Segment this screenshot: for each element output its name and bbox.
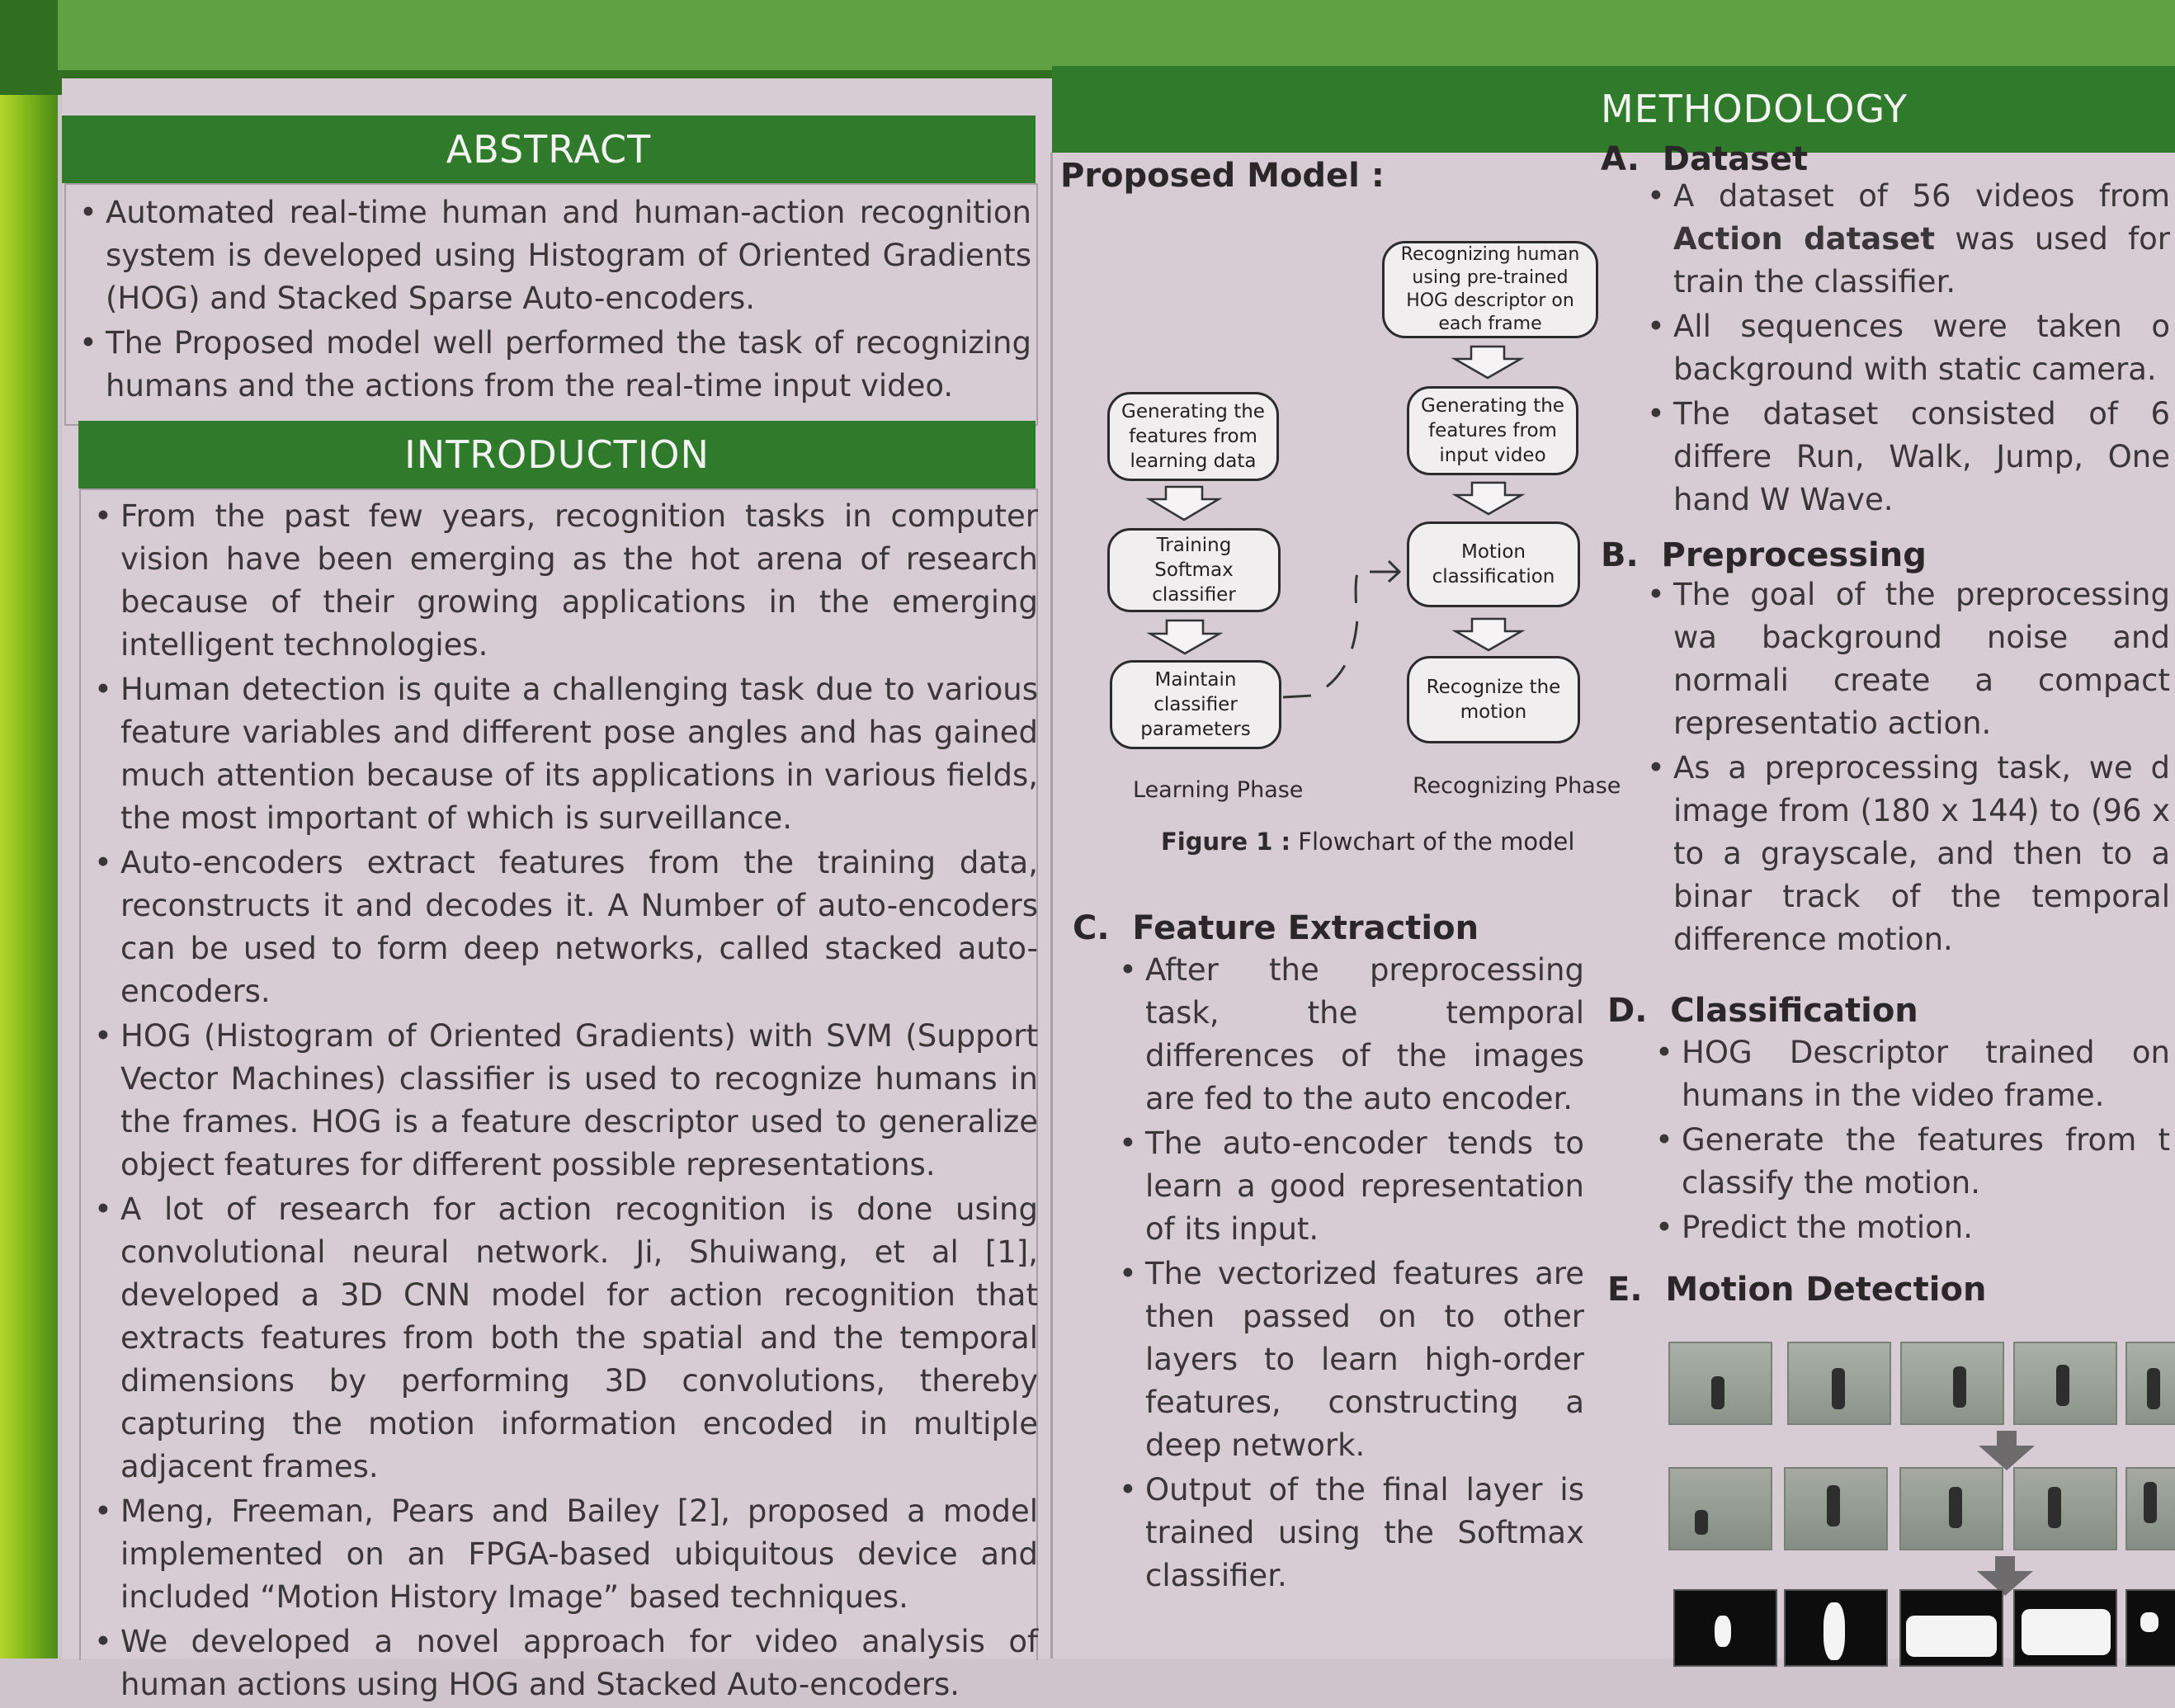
poster-board-edge xyxy=(0,0,58,1658)
introduction-bullet: • Human detection is quite a challenging task due to various feature variables and different pose angles and has gained much attention because of its applications in various fields, the most important of which is surveillance. xyxy=(89,668,1038,840)
video-frame-thumbnail xyxy=(1784,1467,1888,1550)
flowchart-arrows xyxy=(1073,231,1650,792)
classification-list xyxy=(1650,1031,2170,1251)
feature-extraction-bullet: • Output of the final layer is trained using the Softmax classifier. xyxy=(1114,1469,1584,1597)
flow-dashed-connector xyxy=(1283,565,1360,697)
flow-arrow-icon xyxy=(1455,347,1521,378)
figure-caption-label: Figure 1 : xyxy=(1161,828,1291,856)
dataset-text: A dataset of 56 videos from xyxy=(1673,178,2170,214)
video-frame-thumbnail xyxy=(2013,1342,2117,1425)
binary-mask-thumbnail xyxy=(2125,1589,2175,1667)
video-frame-thumbnail xyxy=(2013,1467,2117,1550)
classification-bullet: • HOG Descriptor trained on humans in the video frame. xyxy=(1650,1031,2170,1117)
introduction-bullet: • We developed a novel approach for video analysis of human actions using HOG and Stacked Auto-encoders. xyxy=(89,1621,1038,1706)
preprocessing-list xyxy=(1642,573,2170,963)
feature-extraction-bullet: • The vectorized features are then passed on to other layers to learn high-order features, constructing a deep network. xyxy=(1114,1253,1584,1467)
classification-bullet: • Generate the features from t classify the motion. xyxy=(1650,1119,2170,1205)
introduction-bullet: • Meng, Freeman, Pears and Bailey [2], proposed a model implemented on an FPGA-based ubiquitous device and included “Motion History Image” based techniques. xyxy=(89,1490,1038,1619)
introduction-title: INTRODUCTION xyxy=(404,432,710,477)
down-arrow-stem xyxy=(1997,1431,2017,1446)
classification-bullet: • Predict the motion. xyxy=(1650,1206,2170,1249)
column-divider-left xyxy=(1050,153,1053,1658)
binary-mask-thumbnail xyxy=(1784,1589,1888,1667)
dataset-list xyxy=(1642,175,2170,523)
poster-top-strip xyxy=(58,0,2175,70)
motion-detection-title: E. Motion Detection xyxy=(1607,1271,1987,1309)
feature-extraction-bullet: • The auto-encoder tends to learn a good representation of its input. xyxy=(1114,1122,1584,1251)
abstract-list xyxy=(74,191,1031,409)
methodology-title: METHODOLOGY xyxy=(1601,87,1908,131)
binary-mask-thumbnail xyxy=(1673,1589,1777,1667)
flow-node-maintain-params: Maintain classifier parameters xyxy=(1110,660,1281,749)
introduction-list xyxy=(89,495,1038,1708)
learning-phase-label: Learning Phase xyxy=(1133,777,1304,803)
preprocessing-bullet: • As a preprocessing task, we d image from (180 x 144) to (96 x to a grayscale, and then to a binar track of the temporal difference motion. xyxy=(1642,747,2170,961)
flow-node-motion-classification: Motion classification xyxy=(1407,521,1580,607)
flow-arrow-icon xyxy=(1150,620,1220,653)
dataset-bullet xyxy=(1642,175,2170,304)
abstract-bullet: • Automated real-time human and human-action recognition system is developed using Histogram of Oriented Gradients (HOG) and Stacked Sparse Auto-encoders. xyxy=(74,191,1031,320)
flow-node-generate-input: Generating the features from input video xyxy=(1407,386,1578,475)
flow-arrow-icon xyxy=(1149,487,1219,520)
dataset-bullet: • All sequences were taken o background with static camera. xyxy=(1642,305,2170,391)
figure-caption xyxy=(1161,828,1574,856)
feature-extraction-title: C. Feature Extraction xyxy=(1073,909,1479,947)
binary-mask-thumbnail xyxy=(1899,1589,2003,1667)
introduction-bullet: • A lot of research for action recognition is done using convolutional neural network. Ji, Shuiwang, et al [1], developed a 3D CNN model for action recognition that extracts features from both the spatial and the temporal dimensions by performing 3D convolutions, thereby capturing the motion information encoded in multiple adjacent frames. xyxy=(89,1188,1038,1489)
video-frame-thumbnail xyxy=(1899,1467,2003,1550)
dataset-title: A. Dataset xyxy=(1601,140,1809,178)
preprocessing-bullet: • The goal of the preprocessing wa background noise and normali create a compact representatio action. xyxy=(1642,573,2170,745)
abstract-bullet: • The Proposed model well performed the task of recognizing humans and the actions from the real-time input video. xyxy=(74,322,1031,408)
recognizing-phase-label: Recognizing Phase xyxy=(1413,773,1621,799)
flow-connector-arrow-icon xyxy=(1370,561,1399,582)
video-frame-thumbnail xyxy=(1668,1342,1772,1425)
introduction-bullet: • From the past few years, recognition tasks in computer vision have been emerging as the hot arena of research because of their growing applications in the emerging intelligent technologies. xyxy=(89,495,1038,667)
flow-node-generate-learning: Generating the features from learning data xyxy=(1107,392,1279,481)
feature-extraction-list xyxy=(1114,949,1584,1599)
dataset-bullet: • The dataset consisted of 6 differe Run, Walk, Jump, One hand W Wave. xyxy=(1642,393,2170,521)
abstract-title: ABSTRACT xyxy=(446,127,652,172)
flow-arrow-icon xyxy=(1456,483,1522,514)
video-frame-thumbnail xyxy=(2125,1467,2175,1550)
dataset-text: was used for train the classifier. xyxy=(1673,221,2170,300)
flow-node-train-softmax: Training Softmax classifier xyxy=(1107,528,1281,612)
feature-extraction-bullet: • After the preprocessing task, the temporal differences of the images are fed to the auto encoder. xyxy=(1114,949,1584,1121)
binary-mask-thumbnail xyxy=(2013,1589,2117,1667)
video-frame-thumbnail xyxy=(1668,1467,1772,1550)
video-frame-thumbnail xyxy=(2125,1342,2175,1425)
video-frame-thumbnail xyxy=(1900,1342,2004,1425)
proposed-model-label: Proposed Model : xyxy=(1060,157,1385,195)
video-frame-thumbnail xyxy=(1787,1342,1891,1425)
flow-arrow-icon xyxy=(1456,619,1522,650)
preprocessing-title: B. Preprocessing xyxy=(1601,536,1927,574)
down-arrow-stem xyxy=(1995,1556,2015,1571)
figure-caption-text: Flowchart of the model xyxy=(1290,828,1575,856)
classification-title: D. Classification xyxy=(1607,992,1918,1030)
introduction-bullet: • HOG (Histogram of Oriented Gradients) with SVM (Support Vector Machines) classifier is used to recognize humans in the frames. HOG is a feature descriptor used to generalize object features for different possible representations. xyxy=(89,1015,1038,1187)
introduction-bullet: • Auto-encoders extract features from the training data, reconstructs it and decodes it. A Number of auto-encoders can be used to form deep networks, called stacked auto-encoders. xyxy=(89,842,1038,1013)
flow-node-recognize-motion: Recognize the motion xyxy=(1407,656,1580,743)
abstract-title-bar xyxy=(62,116,1036,183)
introduction-title-bar xyxy=(78,421,1036,488)
flow-node-recognizing-human: Recognizing human using pre-trained HOG descriptor on each frame xyxy=(1382,241,1598,338)
dataset-name: Action dataset xyxy=(1673,221,1936,257)
